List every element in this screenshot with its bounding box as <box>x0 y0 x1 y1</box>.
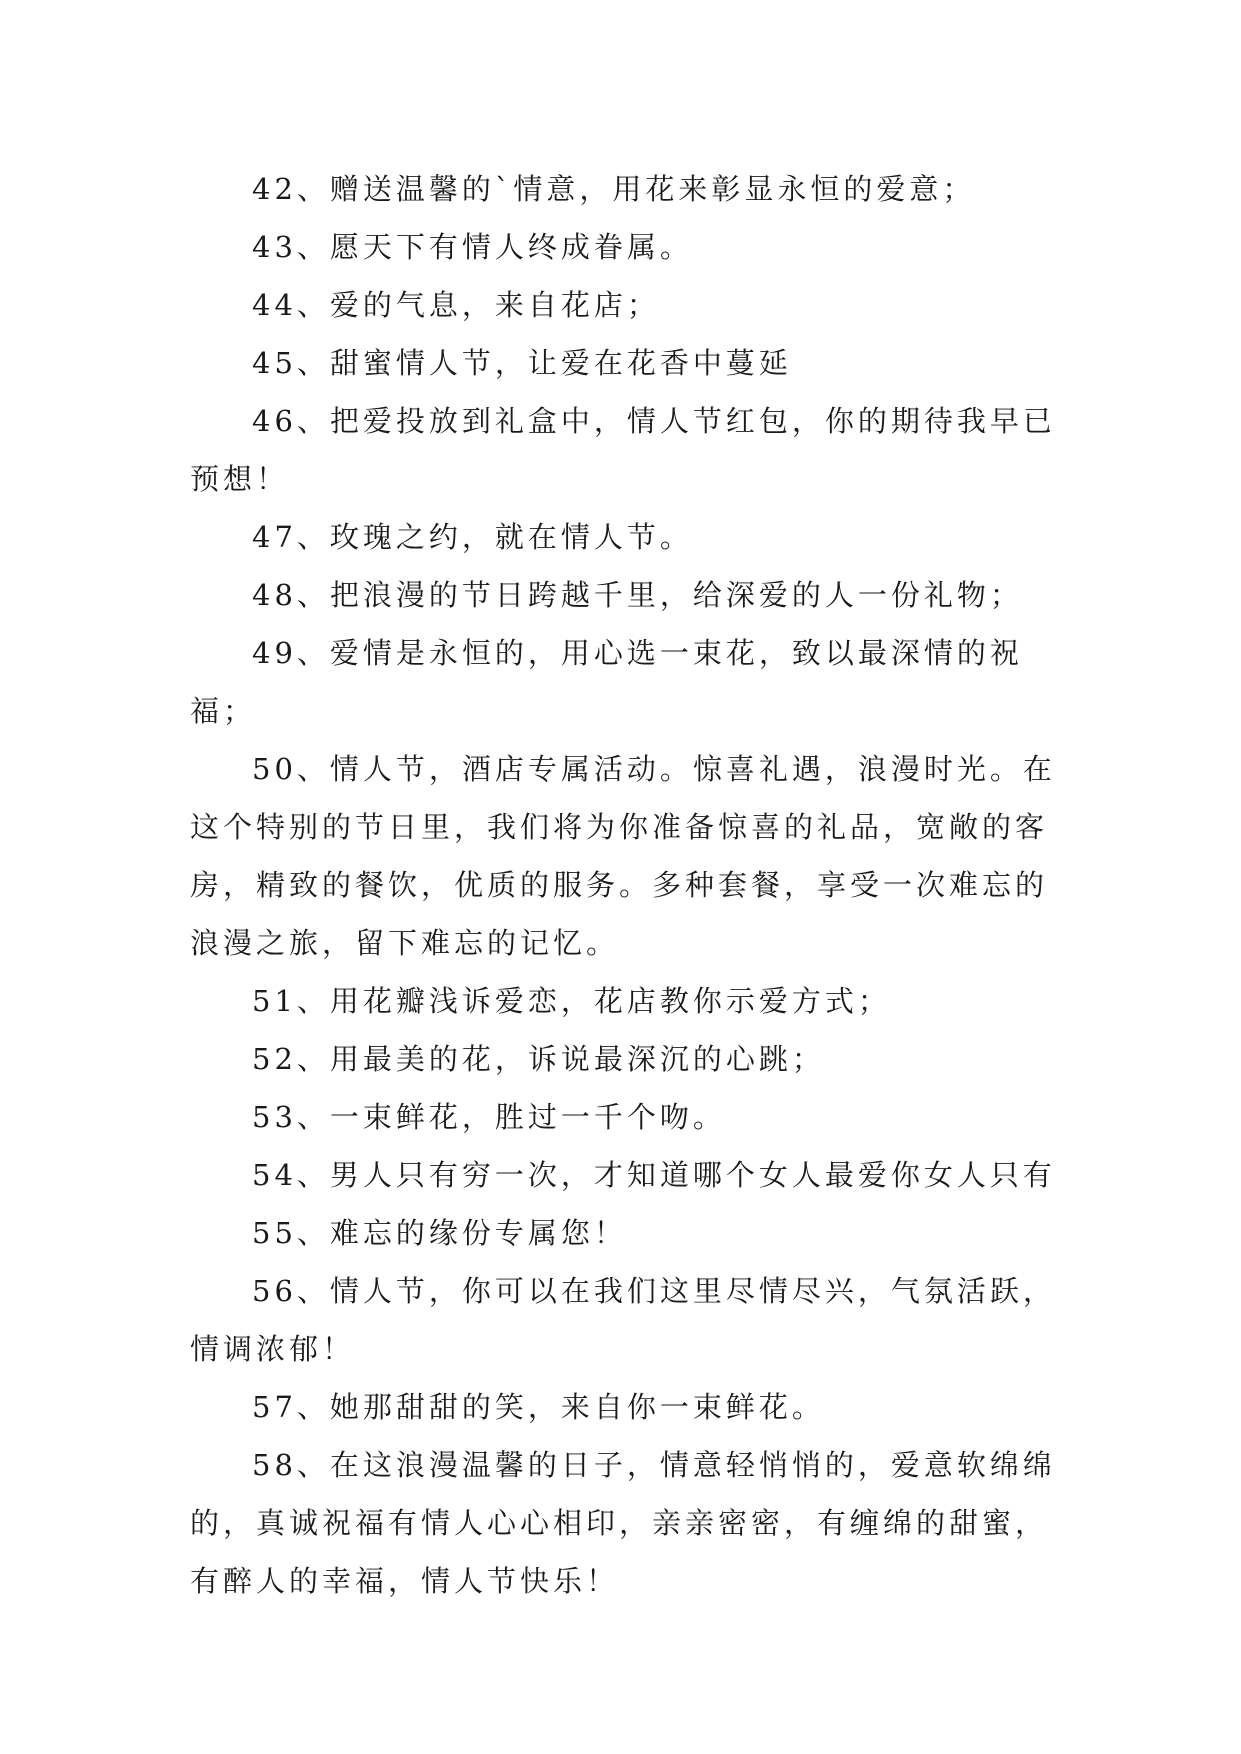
list-item: 46、把爱投放到礼盒中，情人节红包，你的期待我早已预想！ <box>190 404 1056 496</box>
list-item: 44、爱的气息，来自花店； <box>252 288 660 322</box>
list-item: 45、甜蜜情人节，让爱在花香中蔓延 <box>252 346 792 380</box>
list-item: 57、她那甜甜的笑，来自你一束鲜花。 <box>252 1390 825 1424</box>
list-item: 54、男人只有穷一次，才知道哪个女人最爱你女人只有 <box>252 1158 1056 1192</box>
list-item: 58、在这浪漫温馨的日子，情意轻悄悄的，爱意软绵绵的，真诚祝福有情人心心相印，亲亲密密，有缠绵的甜蜜，有醉人的幸福，情人节快乐！ <box>190 1448 1056 1598</box>
list-item: 48、把浪漫的节日跨越千里，给深爱的人一份礼物； <box>252 578 1023 612</box>
document-body <box>190 160 1060 1610</box>
list-item: 47、玫瑰之约，就在情人节。 <box>252 520 693 554</box>
list-item: 42、赠送温馨的`情意，用花来彰显永恒的爱意； <box>252 172 976 206</box>
list-item: 50、情人节，酒店专属活动。惊喜礼遇，浪漫时光。在这个特别的节日里，我们将为你准备惊喜的礼品，宽敞的客房，精致的餐饮，优质的服务。多种套餐，享受一次难忘的浪漫之旅，留下难忘的记忆。 <box>190 752 1056 960</box>
list-item: 56、情人节，你可以在我们这里尽情尽兴，气氛活跃，情调浓郁！ <box>190 1274 1056 1366</box>
list-item: 53、一束鲜花，胜过一千个吻。 <box>252 1100 726 1134</box>
list-item: 49、爱情是永恒的，用心选一束花，致以最深情的祝福； <box>190 636 1023 728</box>
list-item: 51、用花瓣浅诉爱恋，花店教你示爱方式； <box>252 984 891 1018</box>
list-item: 55、难忘的缘份专属您！ <box>252 1216 627 1250</box>
list-item: 43、愿天下有情人终成眷属。 <box>252 230 693 264</box>
list-item: 52、用最美的花，诉说最深沉的心跳； <box>252 1042 825 1076</box>
